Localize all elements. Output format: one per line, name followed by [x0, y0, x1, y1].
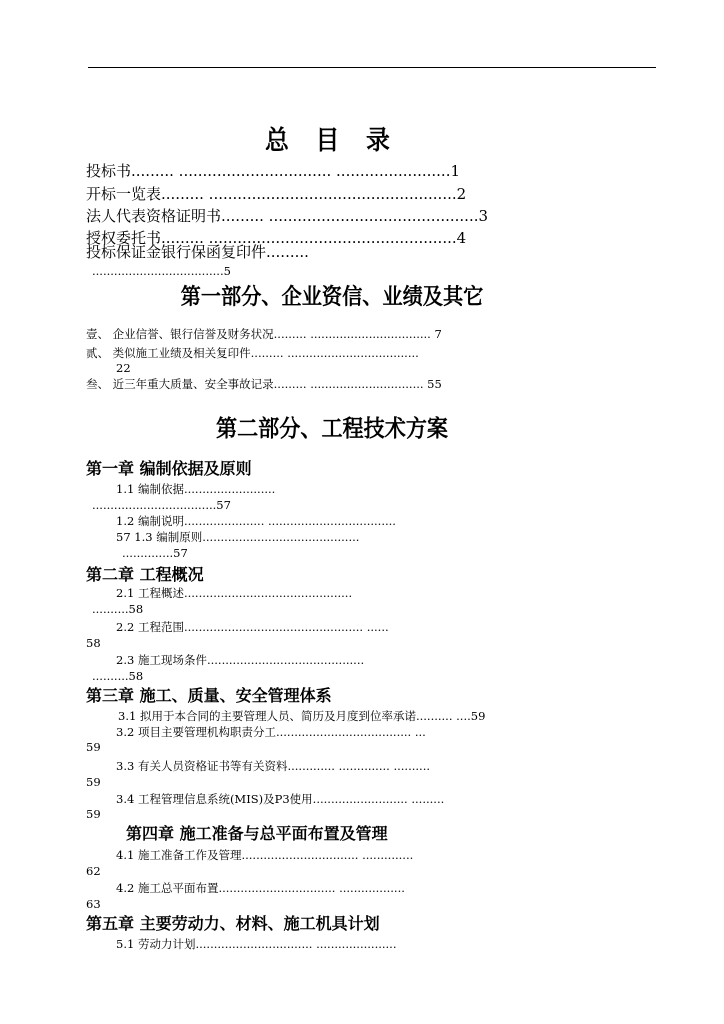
toc-line: 3.1 拟用于本合同的主要管理人员、简历及月度到位率承诺.......... ....59 — [118, 709, 486, 723]
toc-line: 2.3 施工现场条件........................................... — [116, 653, 365, 667]
toc-line: 2.2 工程范围................................................. ...... — [116, 620, 389, 634]
chapter-title: 第五章 主要劳动力、材料、施工机具计划 — [86, 914, 380, 933]
toc-line: 59 — [86, 740, 101, 754]
toc-line: ..........58 — [92, 669, 144, 683]
toc-line: 法人代表资格证明书......... ............................................3 — [86, 207, 489, 225]
toc-line: 5.1 劳动力计划................................ ...................... — [116, 937, 397, 951]
toc-line: ..............57 — [122, 546, 188, 560]
toc-line: 1.2 编制说明...................... ................................... — [116, 514, 396, 528]
toc-line: ..........58 — [92, 602, 144, 616]
chapter-title: 第四章 施工准备与总平面布置及管理 — [126, 824, 388, 843]
toc-line: ....................................5 — [92, 264, 231, 278]
toc-line: 4.2 施工总平面布置................................ .................. — [116, 881, 405, 895]
toc-line: 58 — [86, 636, 101, 650]
toc-line: 贰、 类似施工业绩及相关复印件......... .................................... — [86, 346, 419, 360]
toc-line: 62 — [86, 864, 101, 878]
toc-line: 63 — [86, 897, 101, 911]
toc-line: 3.4 工程管理信息系统(MIS)及P3使用.......................... ......... — [116, 792, 445, 806]
chapter-title: 第一章 编制依据及原则 — [86, 459, 252, 478]
toc-line: 1.1 编制依据......................... — [116, 482, 276, 496]
chapter-title: 第三章 施工、质量、安全管理体系 — [86, 686, 332, 705]
part-heading: 第一部分、企业资信、业绩及其它 — [180, 284, 484, 310]
toc-line: ..................................57 — [92, 498, 231, 512]
toc-line: 投标书......... ................................ ........................1 — [86, 162, 461, 180]
toc-line: 叁、 近三年重大质量、安全事故记录......... ............................... 55 — [86, 377, 442, 391]
part-heading: 第二部分、工程技术方案 — [215, 415, 449, 442]
header-rule — [88, 67, 656, 68]
chapter-title: 第二章 工程概况 — [86, 565, 204, 584]
toc-line: 3.3 有关人员资格证书等有关资料............. .............. .......... — [116, 759, 431, 773]
toc-line: 投标保证金银行保函复印件......... — [86, 243, 309, 261]
toc-line: 57 1.3 编制原则........................................... — [116, 530, 360, 544]
toc-line: 2.1 工程概述.............................................. — [116, 586, 353, 600]
toc-line: 59 — [86, 807, 101, 821]
toc-line: 开标一览表......... ....................................................2 — [86, 185, 467, 203]
toc-line: 4.1 施工准备工作及管理................................ .............. — [116, 848, 414, 862]
toc-line: 22 — [116, 361, 131, 375]
toc-line: 3.2 项目主要管理机构职责分工..................................... ... — [116, 725, 426, 739]
toc-line: 壹、 企业信誉、银行信誉及财务状况......... ................................. 7 — [86, 327, 442, 341]
toc-line: 59 — [86, 775, 101, 789]
toc-line: 授权委托书......... ....................................................4 — [86, 229, 467, 247]
page-title: 总 目 录 — [264, 126, 399, 156]
